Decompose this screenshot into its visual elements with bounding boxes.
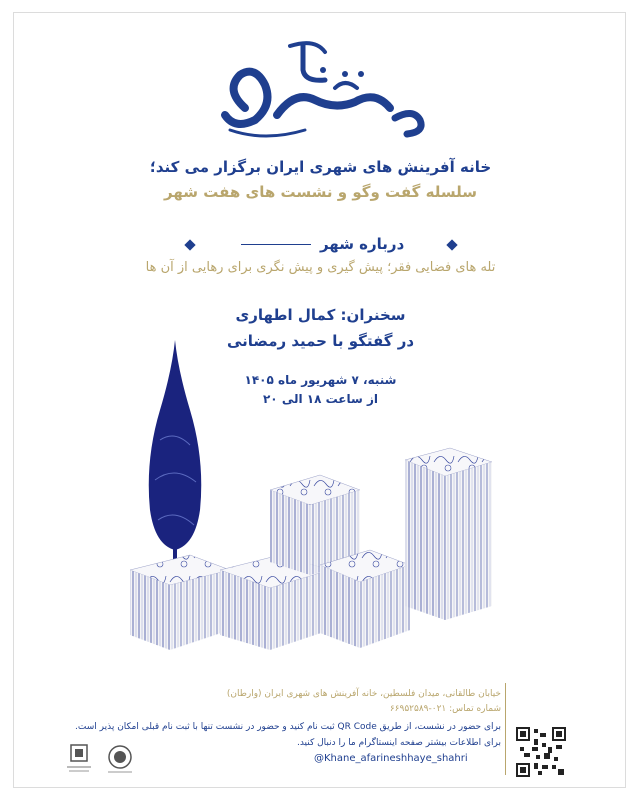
qr-code-icon[interactable]: [516, 727, 566, 777]
event-date: شنبه، ۷ شهریور ماه ۱۴۰۵: [244, 373, 397, 387]
host-line: خانه آفرینش های شهری ایران برگزار می کند؛: [149, 158, 492, 176]
footer-phone: شماره تماس: ۰۲۱-۶۶۹۵۲۵۸۹: [389, 704, 501, 714]
footer-divider: [505, 683, 506, 775]
event-topic: تله های فضایی فقر؛ پیش گیری و پیش نگری برای رهایی از آن ها: [145, 260, 496, 275]
calligraphy-logo-mark: [185, 30, 455, 148]
footer-more-info: برای اطلاعات بیشتر صفحه اینستاگرام ما را دنبال کنید.: [296, 738, 501, 748]
footer-registration: برای حضور در نشست، از طریق QR Code ثبت نام کنید و حضور در نشست تنها با ثبت نام قبلی امکان پذیر است.: [75, 722, 501, 732]
block-left: [130, 555, 230, 650]
section-heading: [0, 235, 641, 253]
block-right-tall: [405, 448, 492, 620]
diamond-icon: [446, 239, 457, 250]
heading-rule: [241, 244, 311, 245]
haft-shahr-logo: [0, 30, 641, 150]
event-time: از ساعت ۱۸ الی ۲۰: [262, 392, 379, 406]
block-right-low: [320, 550, 410, 648]
conversation-line: در گفتگو با حمید رمضانی: [226, 332, 415, 350]
diamond-icon: [184, 239, 195, 250]
instagram-handle[interactable]: @Khane_afarineshhaye_shahri: [314, 753, 468, 764]
series-title: سلسله گفت وگو و نشست های هفت شهر: [164, 183, 477, 201]
seal-logo-icon: [104, 743, 136, 775]
speaker-line: سخنران: کمال اطهاری: [235, 306, 406, 324]
city-blocks-illustration: [120, 330, 520, 670]
section-title: درباره شهر: [319, 235, 405, 253]
cypress-tree: [149, 340, 202, 570]
sponsor-logo-icon: [63, 743, 95, 775]
footer-address: خیابان طالقانی، میدان فلسطین، خانه آفرینش های شهری ایران (وارطان): [226, 689, 501, 699]
